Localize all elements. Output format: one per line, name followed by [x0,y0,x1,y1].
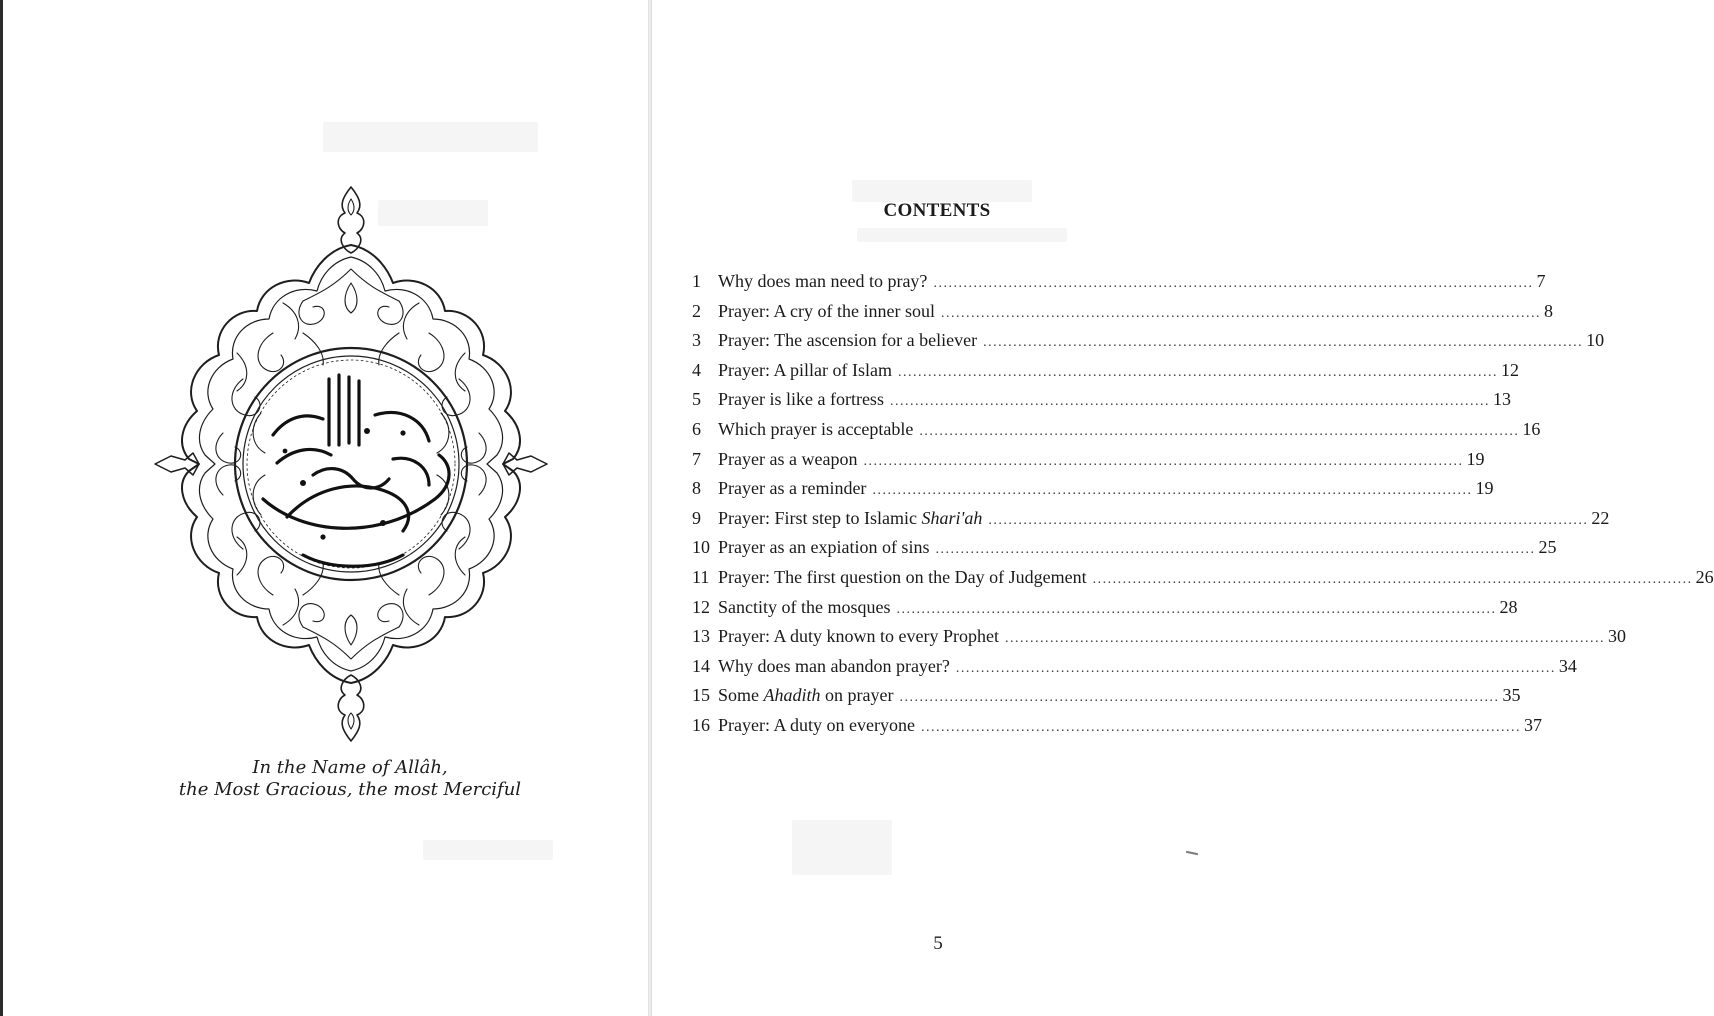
table-of-contents [692,271,1714,745]
toc-entry-number: 1 [692,271,701,291]
toc-leader-dots: ........................................................................................................................ [983,335,1584,351]
contents-heading: CONTENTS [883,200,991,221]
bismillah-caption [150,757,550,801]
toc-entry [692,596,1518,627]
toc-leader-dots: ........................................................................................................................ [955,660,1556,676]
toc-entry-number: 3 [692,330,701,351]
toc-entry [692,478,1494,508]
toc-entry-page: 30 [1607,626,1626,647]
toc-entry-number: 14 [692,655,710,676]
toc-entry [692,714,1542,745]
toc-entry-number: 11 [692,566,710,587]
toc-leader-dots: ........................................................................................................................ [988,512,1589,528]
toc-entry-page: 16 [1522,418,1541,439]
toc-leader-dots: ........................................................................................................................ [872,483,1473,499]
toc-entry [692,389,1511,419]
toc-entry-number: 6 [692,418,701,439]
toc-entry-page: 8 [1543,300,1553,321]
toc-entry [692,537,1557,567]
toc-entry-page: 28 [1499,596,1518,617]
toc-entry-page: 26 [1695,566,1714,587]
show-through-text [857,228,1067,242]
toc-entry-title: Prayer: The first question on the Day of Judgement [718,566,1087,587]
show-through-text [423,840,553,860]
toc-entry-number: 4 [692,359,701,380]
toc-leader-dots: ........................................................................................................................ [889,394,1490,410]
toc-entry-title: Prayer as a weapon [718,448,858,469]
toc-leader-dots: ........................................................................................................................ [899,690,1500,706]
toc-entry [692,507,1610,538]
toc-entry-title: Some Ahadith on prayer [718,685,894,706]
toc-leader-dots: ........................................................................................................................ [897,364,1498,380]
toc-entry-number: 15 [692,685,710,706]
show-through-text [852,180,1032,202]
toc-entry-page: 19 [1475,478,1494,499]
bismillah-medallion-icon [153,183,549,745]
toc-entry-title: Prayer as an expiation of sins [718,537,930,558]
caption-line-2: the Most Gracious, the most Merciful [178,779,522,800]
toc-entry-title: Prayer: First step to Islamic Shari'ah [718,507,983,528]
toc-entry-title: Why does man need to pray? [718,271,928,291]
toc-entry-number: 10 [692,537,710,558]
toc-leader-dots: ........................................................................................................................ [919,423,1520,439]
toc-entry [692,566,1714,597]
toc-entry-title: Prayer: A duty known to every Prophet [718,626,999,647]
toc-entry-page: 35 [1502,685,1521,706]
toc-entry-number: 5 [692,389,701,410]
toc-entry [692,626,1626,656]
toc-entry [692,359,1519,390]
toc-entry-page: 7 [1536,271,1546,291]
toc-leader-dots: ........................................................................................................................ [933,276,1534,291]
toc-leader-dots: ........................................................................................................................ [935,542,1536,558]
toc-entry-number: 2 [692,300,701,321]
toc-entry-page: 19 [1466,448,1485,469]
toc-entry-number: 12 [692,596,710,617]
page-number: 5 [933,933,943,954]
toc-entry-title: Prayer: A cry of the inner soul [718,300,935,321]
toc-entry [692,655,1577,686]
caption-line-1: In the Name of Allâh, [252,757,448,778]
toc-leader-dots: ........................................................................................................................ [920,719,1521,735]
toc-entry-title: Prayer as a reminder [718,478,867,499]
toc-entry-page: 10 [1586,330,1605,351]
toc-entry-page: 12 [1500,359,1519,380]
toc-entry-title: Prayer: The ascension for a believer [718,330,978,351]
toc-entry-number: 8 [692,478,701,499]
toc-entry-title: Prayer is like a fortress [718,389,884,410]
toc-entry-title: Prayer: A duty on everyone [718,714,915,735]
toc-entry [692,685,1521,715]
toc-entry-title: Prayer: A pillar of Islam [718,359,892,380]
toc-entry [692,448,1485,479]
toc-entry-page: 22 [1591,507,1610,528]
toc-entry-page: 34 [1558,655,1577,676]
toc-leader-dots: ........................................................................................................................ [863,453,1464,469]
toc-entry [692,300,1553,331]
toc-leader-dots: ........................................................................................................................ [940,305,1541,321]
toc-entry-page: 13 [1492,389,1511,410]
toc-entry-number: 7 [692,448,701,469]
toc-entry [692,418,1541,449]
toc-entry-page: 37 [1523,714,1542,735]
toc-entry-title: Why does man abandon prayer? [718,655,950,676]
toc-leader-dots: ........................................................................................................................ [1004,631,1605,647]
toc-leader-dots: ........................................................................................................................ [1092,571,1693,587]
toc-entry [692,271,1546,301]
toc-entry [692,330,1605,360]
toc-entry-number: 16 [692,714,710,735]
toc-entry-title: Sanctity of the mosques [718,596,891,617]
toc-entry-number: 13 [692,626,710,647]
toc-entry-page: 25 [1538,537,1557,558]
show-through-text [323,122,538,152]
toc-entry-number: 9 [692,507,701,528]
show-through-text [792,820,892,875]
toc-entry-title: Which prayer is acceptable [718,418,914,439]
toc-leader-dots: ........................................................................................................................ [896,601,1497,617]
